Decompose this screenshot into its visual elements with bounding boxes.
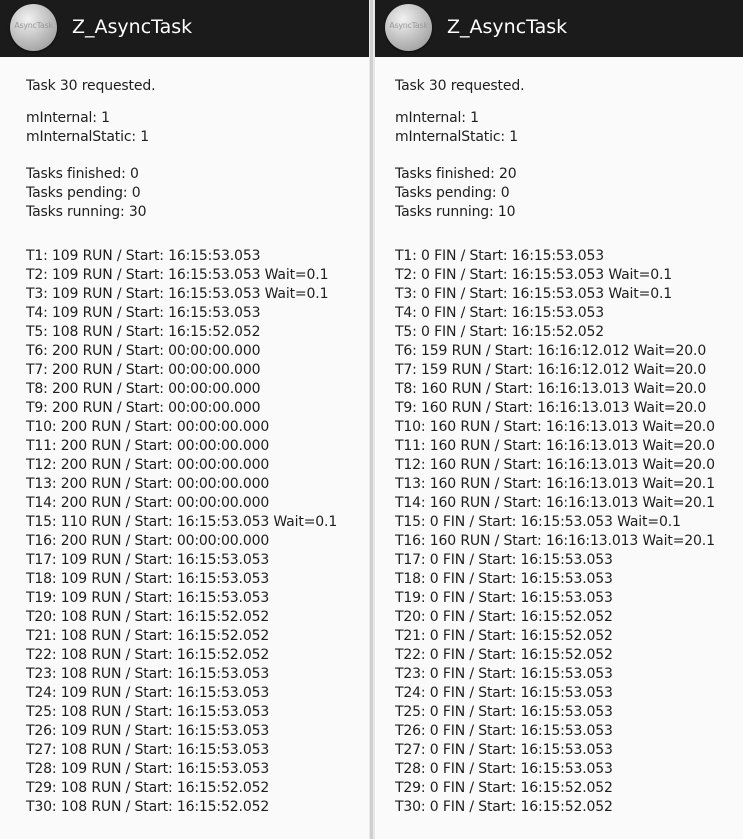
task-row: T28: 0 FIN / Start: 16:15:53.053 bbox=[395, 761, 613, 777]
task-row: T12: 200 RUN / Start: 00:00:00.000 bbox=[26, 457, 270, 473]
task-list bbox=[26, 247, 369, 817]
task-row: T11: 160 RUN / Start: 16:16:13.013 Wait=20.0 bbox=[395, 438, 715, 454]
task-counts bbox=[26, 165, 369, 222]
task-row: T13: 160 RUN / Start: 16:16:13.013 Wait=20.1 bbox=[395, 476, 715, 492]
task-row: T15: 0 FIN / Start: 16:15:53.053 Wait=0.1 bbox=[395, 514, 681, 530]
task-row: T21: 108 RUN / Start: 16:15:52.052 bbox=[26, 628, 270, 644]
task-row: T28: 109 RUN / Start: 16:15:53.053 bbox=[26, 761, 270, 777]
task-row: T6: 159 RUN / Start: 16:16:12.012 Wait=20.0 bbox=[395, 343, 707, 359]
task-row: T23: 0 FIN / Start: 16:15:53.053 bbox=[395, 666, 613, 682]
task-list bbox=[395, 247, 743, 817]
internal-counter: mInternal: 1 bbox=[26, 110, 110, 126]
task-row: T25: 108 RUN / Start: 16:15:53.053 bbox=[26, 704, 270, 720]
task-row: T2: 0 FIN / Start: 16:15:53.053 Wait=0.1 bbox=[395, 267, 673, 283]
task-row: T22: 0 FIN / Start: 16:15:52.052 bbox=[395, 647, 613, 663]
internal-counters bbox=[26, 109, 369, 147]
task-row: T20: 0 FIN / Start: 16:15:52.052 bbox=[395, 609, 613, 625]
right-screen bbox=[375, 0, 743, 839]
tasks-pending: Tasks pending: 0 bbox=[395, 185, 510, 201]
task-row: T23: 108 RUN / Start: 16:15:53.053 bbox=[26, 666, 270, 682]
tasks-running: Tasks running: 10 bbox=[395, 204, 516, 220]
task-row: T2: 109 RUN / Start: 16:15:53.053 Wait=0.1 bbox=[26, 267, 329, 283]
task-row: T19: 0 FIN / Start: 16:15:53.053 bbox=[395, 590, 613, 606]
task-row: T7: 200 RUN / Start: 00:00:00.000 bbox=[26, 362, 261, 378]
task-row: T1: 109 RUN / Start: 16:15:53.053 bbox=[26, 248, 261, 264]
internal-static-counter: mInternalStatic: 1 bbox=[395, 129, 518, 145]
task-row: T12: 160 RUN / Start: 16:16:13.013 Wait=20.0 bbox=[395, 457, 715, 473]
app-title: Z_AsyncTask bbox=[447, 16, 568, 38]
task-row: T4: 0 FIN / Start: 16:15:53.053 bbox=[395, 305, 605, 321]
task-row: T21: 0 FIN / Start: 16:15:52.052 bbox=[395, 628, 613, 644]
task-row: T29: 108 RUN / Start: 16:15:52.052 bbox=[26, 780, 270, 796]
action-bar bbox=[0, 0, 369, 57]
task-row: T24: 0 FIN / Start: 16:15:53.053 bbox=[395, 685, 613, 701]
task-row: T3: 0 FIN / Start: 16:15:53.053 Wait=0.1 bbox=[395, 286, 673, 302]
task-row: T27: 108 RUN / Start: 16:15:53.053 bbox=[26, 742, 270, 758]
task-row: T27: 0 FIN / Start: 16:15:53.053 bbox=[395, 742, 613, 758]
app-logo-icon[interactable] bbox=[10, 4, 57, 51]
internal-counters bbox=[395, 109, 743, 147]
app-logo-icon[interactable] bbox=[385, 4, 432, 51]
task-row: T16: 200 RUN / Start: 00:00:00.000 bbox=[26, 533, 270, 549]
left-screen bbox=[0, 0, 369, 839]
app-title: Z_AsyncTask bbox=[72, 16, 193, 38]
task-row: T14: 200 RUN / Start: 00:00:00.000 bbox=[26, 495, 270, 511]
task-row: T26: 0 FIN / Start: 16:15:53.053 bbox=[395, 723, 613, 739]
task-row: T22: 108 RUN / Start: 16:15:52.052 bbox=[26, 647, 270, 663]
task-row: T17: 109 RUN / Start: 16:15:53.053 bbox=[26, 552, 270, 568]
task-row: T9: 200 RUN / Start: 00:00:00.000 bbox=[26, 400, 261, 416]
task-row: T7: 159 RUN / Start: 16:16:12.012 Wait=20.0 bbox=[395, 362, 707, 378]
task-row: T1: 0 FIN / Start: 16:15:53.053 bbox=[395, 248, 605, 264]
task-row: T29: 0 FIN / Start: 16:15:52.052 bbox=[395, 780, 613, 796]
status-content bbox=[395, 77, 743, 817]
task-row: T8: 160 RUN / Start: 16:16:13.013 Wait=20.0 bbox=[395, 381, 707, 397]
task-row: T15: 110 RUN / Start: 16:15:53.053 Wait=0.1 bbox=[26, 514, 338, 530]
task-row: T3: 109 RUN / Start: 16:15:53.053 Wait=0.1 bbox=[26, 286, 329, 302]
task-row: T9: 160 RUN / Start: 16:16:13.013 Wait=20.0 bbox=[395, 400, 707, 416]
task-row: T13: 200 RUN / Start: 00:00:00.000 bbox=[26, 476, 270, 492]
task-row: T24: 109 RUN / Start: 16:15:53.053 bbox=[26, 685, 270, 701]
task-row: T30: 0 FIN / Start: 16:15:52.052 bbox=[395, 799, 613, 815]
app-logo-text: AsyncTask bbox=[14, 21, 53, 30]
task-row: T18: 0 FIN / Start: 16:15:53.053 bbox=[395, 571, 613, 587]
tasks-running: Tasks running: 30 bbox=[26, 204, 147, 220]
task-row: T18: 109 RUN / Start: 16:15:53.053 bbox=[26, 571, 270, 587]
app-logo-text: AsyncTask bbox=[389, 21, 428, 30]
status-content bbox=[26, 77, 369, 817]
task-row: T30: 108 RUN / Start: 16:15:52.052 bbox=[26, 799, 270, 815]
task-row: T11: 200 RUN / Start: 00:00:00.000 bbox=[26, 438, 270, 454]
task-row: T10: 200 RUN / Start: 00:00:00.000 bbox=[26, 419, 270, 435]
task-row: T4: 109 RUN / Start: 16:15:53.053 bbox=[26, 305, 261, 321]
internal-counter: mInternal: 1 bbox=[395, 110, 479, 126]
task-row: T6: 200 RUN / Start: 00:00:00.000 bbox=[26, 343, 261, 359]
task-row: T10: 160 RUN / Start: 16:16:13.013 Wait=20.0 bbox=[395, 419, 715, 435]
task-row: T17: 0 FIN / Start: 16:15:53.053 bbox=[395, 552, 613, 568]
internal-static-counter: mInternalStatic: 1 bbox=[26, 129, 149, 145]
task-row: T20: 108 RUN / Start: 16:15:52.052 bbox=[26, 609, 270, 625]
task-row: T26: 109 RUN / Start: 16:15:53.053 bbox=[26, 723, 270, 739]
tasks-pending: Tasks pending: 0 bbox=[26, 185, 141, 201]
task-row: T19: 109 RUN / Start: 16:15:53.053 bbox=[26, 590, 270, 606]
tasks-finished: Tasks finished: 0 bbox=[26, 166, 139, 182]
divider-bar bbox=[370, 0, 373, 839]
task-row: T25: 0 FIN / Start: 16:15:53.053 bbox=[395, 704, 613, 720]
task-counts bbox=[395, 165, 743, 222]
task-row: T14: 160 RUN / Start: 16:16:13.013 Wait=20.1 bbox=[395, 495, 715, 511]
task-row: T5: 0 FIN / Start: 16:15:52.052 bbox=[395, 324, 605, 340]
task-row: T16: 160 RUN / Start: 16:16:13.013 Wait=20.1 bbox=[395, 533, 715, 549]
task-row: T8: 200 RUN / Start: 00:00:00.000 bbox=[26, 381, 261, 397]
tasks-finished: Tasks finished: 20 bbox=[395, 166, 517, 182]
task-requested-text: Task 30 requested. bbox=[26, 78, 156, 94]
task-row: T5: 108 RUN / Start: 16:15:52.052 bbox=[26, 324, 261, 340]
task-requested-text: Task 30 requested. bbox=[395, 78, 525, 94]
action-bar bbox=[375, 0, 743, 57]
